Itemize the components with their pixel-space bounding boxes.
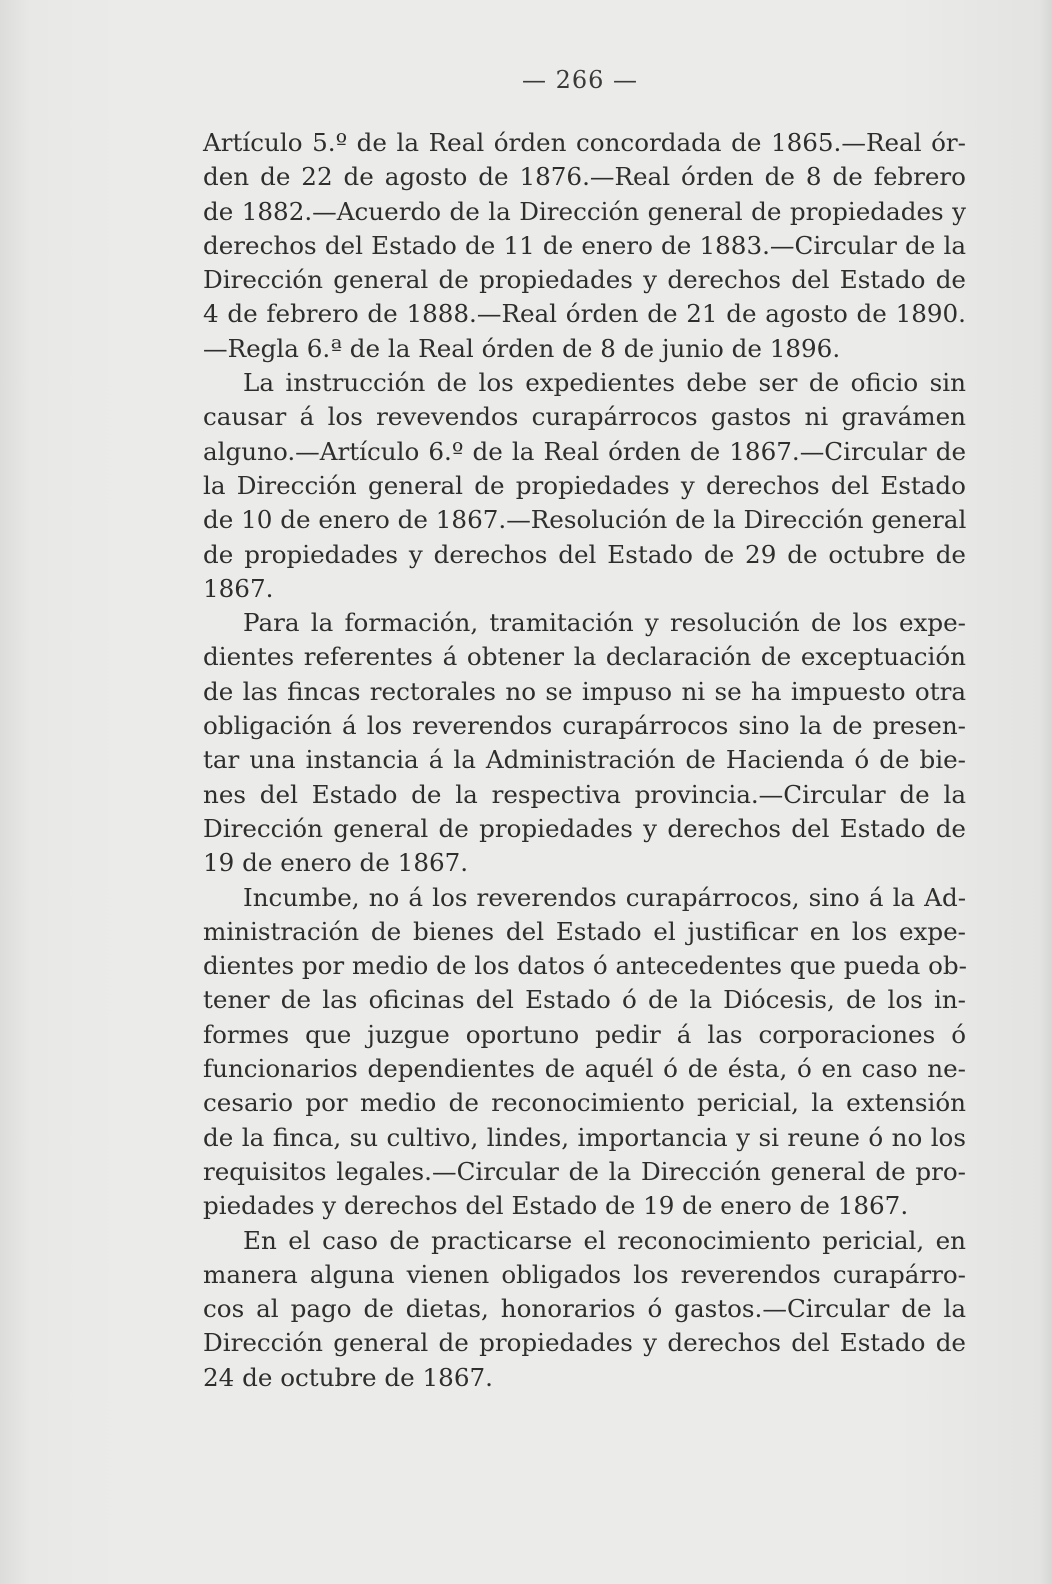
body-text	[203, 126, 966, 1395]
text-line: piedades y derechos del Estado de 19 de enero de 1867.	[203, 1191, 909, 1221]
text-line: manera alguna vienen obligados los reverendos curapárro-	[203, 1259, 966, 1289]
text-line: tener de las oficinas del Estado ó de la Diócesis, de los in-	[203, 985, 966, 1015]
text-line: —Regla 6.ª de la Real órden de 8 de junio de 1896.	[203, 333, 841, 363]
text-line: requisitos legales.—Circular de la Dirección general de pro-	[203, 1156, 966, 1186]
text-line: cesario por medio de reconocimiento pericial, la extensión	[203, 1088, 966, 1118]
text-line: Dirección general de propiedades y derechos del Estado de	[203, 813, 966, 843]
text-line: 1867.	[203, 573, 274, 603]
paragraph	[203, 366, 966, 606]
text-line: cos al pago de dietas, honorarios ó gastos.—Circular de la	[203, 1294, 966, 1324]
text-line: obligación á los reverendos curapárrocos sino la de presen-	[203, 711, 966, 741]
text-line: Incumbe, no á los reverendos curapárrocos, sino á la Ad-	[243, 882, 966, 912]
text-line: 19 de enero de 1867.	[203, 848, 469, 878]
text-line: den de 22 de agosto de 1876.—Real órden de 8 de febrero	[203, 162, 966, 192]
text-line: causar á los revevendos curapárrocos gastos ni gravámen	[203, 402, 966, 432]
text-line: 24 de octubre de 1867.	[203, 1362, 493, 1392]
page-number: — 266 —	[521, 66, 639, 94]
text-line: Dirección general de propiedades y derechos del Estado de	[203, 1328, 966, 1358]
text-line: Dirección general de propiedades y derechos del Estado de	[203, 265, 966, 295]
text-line: de la finca, su cultivo, lindes, importancia y si reune ó no los	[203, 1122, 966, 1152]
paragraph	[203, 606, 966, 880]
paragraph	[203, 881, 966, 1224]
text-line: de 10 de enero de 1867.—Resolución de la Dirección general	[203, 505, 967, 535]
text-line: de las fincas rectorales no se impuso ni se ha impuesto otra	[203, 676, 966, 706]
text-line: En el caso de practicarse el reconocimiento pericial, en	[243, 1225, 966, 1255]
text-line: funcionarios dependientes de aquél ó de ésta, ó en caso ne-	[203, 1054, 966, 1084]
text-line: tar una instancia á la Administración de Hacienda ó de bie-	[203, 745, 966, 775]
text-line: Para la formación, tramitación y resolución de los expe-	[243, 608, 966, 638]
text-line: 4 de febrero de 1888.—Real órden de 21 de agosto de 1890.	[203, 299, 966, 329]
text-line: dientes por medio de los datos ó antecedentes que pueda ob-	[203, 951, 967, 981]
text-line: de propiedades y derechos del Estado de 29 de octubre de	[203, 539, 966, 569]
text-line: ministración de bienes del Estado el justificar en los expe-	[203, 916, 966, 946]
text-line: alguno.—Artículo 6.º de la Real órden de 1867.—Circular de	[203, 436, 966, 466]
text-line: nes del Estado de la respectiva provincia.—Circular de la	[203, 779, 966, 809]
text-line: dientes referentes á obtener la declaración de exceptuación	[203, 642, 966, 672]
text-line: la Dirección general de propiedades y derechos del Estado	[203, 470, 966, 500]
paragraph	[203, 126, 966, 366]
text-line: de 1882.—Acuerdo de la Dirección general de propiedades y	[203, 196, 966, 226]
text-line: La instrucción de los expedientes debe ser de oficio sin	[243, 368, 966, 398]
text-line: Artículo 5.º de la Real órden concordada de 1865.—Real ór-	[203, 128, 966, 157]
paragraph	[203, 1224, 966, 1395]
text-line: derechos del Estado de 11 de enero de 1883.—Circular de la	[203, 230, 966, 260]
text-line: formes que juzgue oportuno pedir á las corporaciones ó	[203, 1019, 966, 1049]
